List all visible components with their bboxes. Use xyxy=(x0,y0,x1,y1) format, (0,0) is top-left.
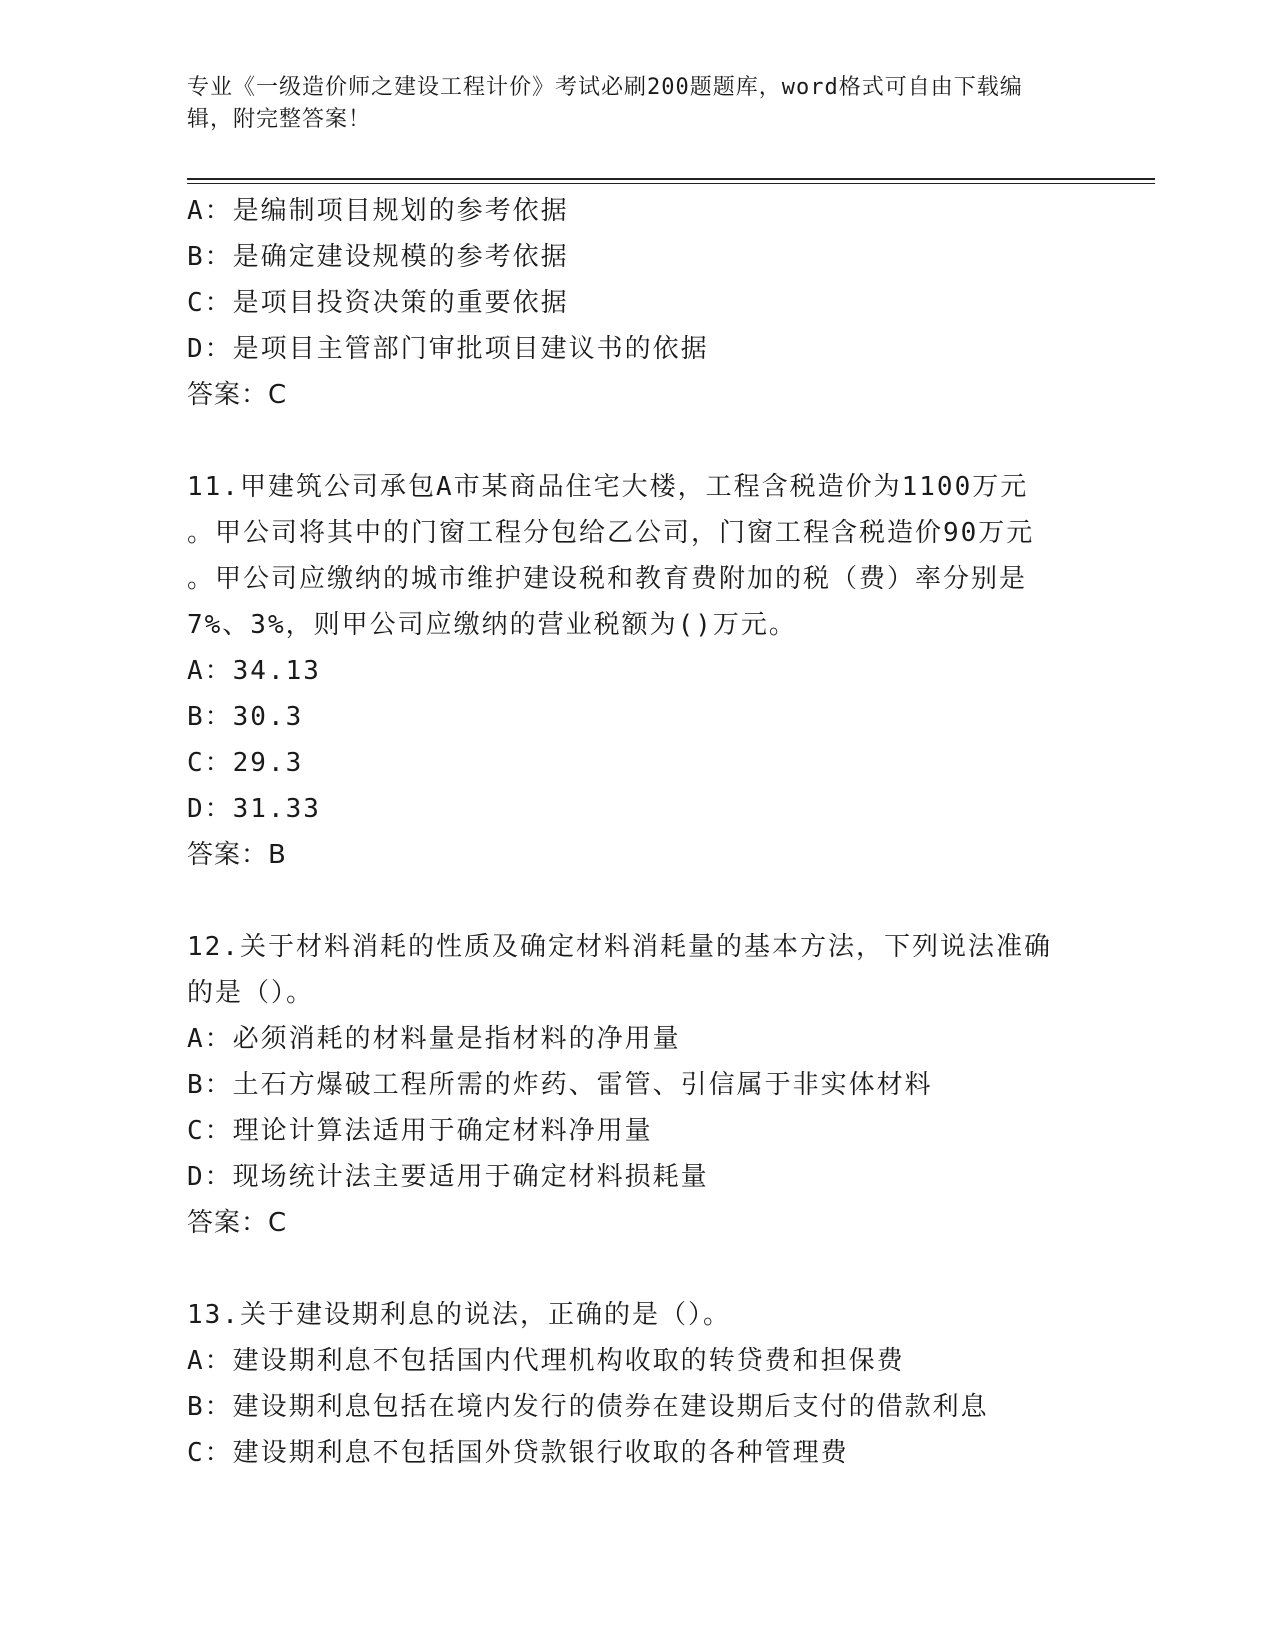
question-stem-line: 。甲公司应缴纳的城市维护建设税和教育费附加的税（费）率分别是 xyxy=(187,564,1028,594)
spacer xyxy=(187,878,1087,924)
option-a: A：必须消耗的材料量是指材料的净用量 xyxy=(187,1024,681,1054)
question-11-block xyxy=(187,464,1087,878)
header-rule-thick xyxy=(187,178,1155,180)
question-stem-line: 12.关于材料消耗的性质及确定材料消耗量的基本方法，下列说法准确 xyxy=(187,932,1052,962)
option-c: C：是项目投资决策的重要依据 xyxy=(187,288,569,318)
spacer xyxy=(187,1246,1087,1292)
prev-question-block xyxy=(187,188,1087,418)
answer-line: 答案：B xyxy=(187,840,287,870)
answer-line: 答案：C xyxy=(187,1208,288,1238)
option-c: C：29.3 xyxy=(187,748,304,778)
question-stem-line: 7%、3%，则甲公司应缴纳的营业税额为()万元。 xyxy=(187,610,797,640)
option-a: A：是编制项目规划的参考依据 xyxy=(187,196,569,226)
option-d: D：31.33 xyxy=(187,794,321,824)
document-header: 专业《一级造价师之建设工程计价》考试必刷200题题库，word格式可自由下载编辑，附完整答案！ xyxy=(187,75,1023,132)
question-13-block xyxy=(187,1292,1087,1476)
question-stem-line: 。甲公司将其中的门窗工程分包给乙公司，门窗工程含税造价90万元 xyxy=(187,518,1035,548)
option-b: B：建设期利息包括在境内发行的债券在建设期后支付的借款利息 xyxy=(187,1392,989,1422)
question-stem-line: 的是（）。 xyxy=(187,978,315,1008)
option-d: D：是项目主管部门审批项目建议书的依据 xyxy=(187,334,709,364)
answer-line: 答案：C xyxy=(187,380,288,410)
spacer xyxy=(187,418,1087,464)
option-c: C：理论计算法适用于确定材料净用量 xyxy=(187,1116,653,1146)
option-c: C：建设期利息不包括国外贷款银行收取的各种管理费 xyxy=(187,1438,849,1468)
option-b: B：是确定建设规模的参考依据 xyxy=(187,242,569,272)
question-stem-line: 11.甲建筑公司承包A市某商品住宅大楼，工程含税造价为1100万元 xyxy=(187,472,1029,502)
header-rule-thin xyxy=(187,183,1155,184)
question-12-block xyxy=(187,924,1087,1246)
question-content xyxy=(187,188,1087,1476)
option-d: D：现场统计法主要适用于确定材料损耗量 xyxy=(187,1162,709,1192)
question-stem-line: 13.关于建设期利息的说法，正确的是（）。 xyxy=(187,1300,731,1330)
option-a: A：建设期利息不包括国内代理机构收取的转贷费和担保费 xyxy=(187,1346,905,1376)
option-b: B：土石方爆破工程所需的炸药、雷管、引信属于非实体材料 xyxy=(187,1070,933,1100)
option-a: A：34.13 xyxy=(187,656,321,686)
option-b: B：30.3 xyxy=(187,702,304,732)
